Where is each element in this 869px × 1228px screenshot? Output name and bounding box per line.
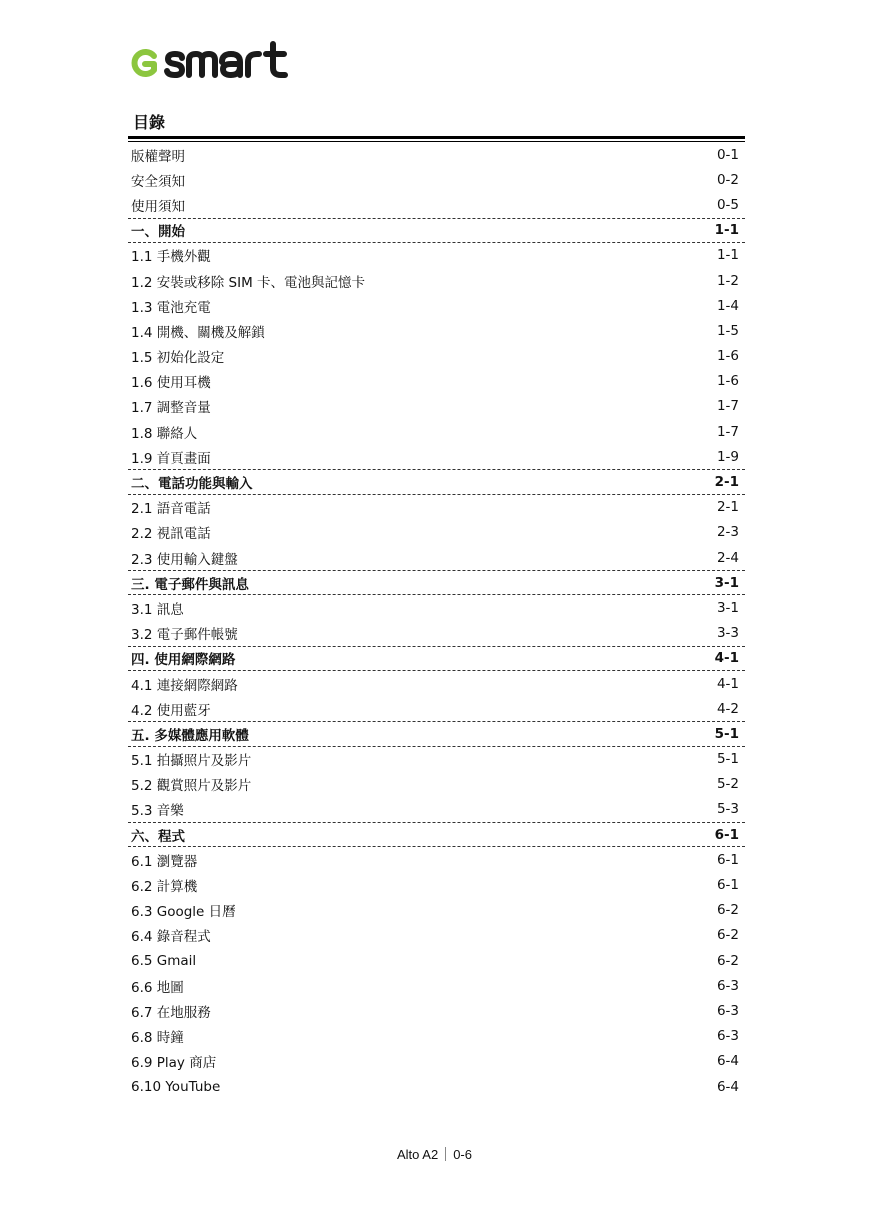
toc-entry-row[interactable] [128, 142, 745, 167]
toc-chapter-row[interactable] [128, 822, 745, 847]
toc-entry-title: 6.5 Gmail [131, 952, 197, 969]
toc-entry-row[interactable] [128, 520, 745, 545]
toc-chapter-row[interactable] [128, 646, 745, 671]
toc-entry-title: 6.7 在地服務 [131, 1004, 211, 1021]
toc-entry-title: 4.2 使用藍牙 [131, 702, 211, 719]
toc-entry-page: 1-9 [716, 448, 739, 465]
toc-entry-page: 1-1 [716, 247, 739, 264]
toc-entry-row[interactable] [128, 243, 745, 268]
toc-entry-row[interactable] [128, 696, 745, 721]
toc-entry-page: 6-4 [716, 1053, 739, 1070]
toc-entry-row[interactable] [128, 1074, 745, 1099]
toc-entry-row[interactable] [128, 369, 745, 394]
toc-entry-title: 5.2 觀賞照片及影片 [131, 778, 252, 795]
toc-entry-row[interactable] [128, 797, 745, 822]
footer-page-number: 0-6 [453, 1147, 472, 1162]
toc-entry-page: 0-1 [716, 146, 739, 163]
toc-entry-page: 6-2 [716, 902, 739, 919]
toc-entry-page: 0-2 [716, 171, 739, 188]
toc-entry-page: 5-1 [714, 725, 739, 742]
toc-entry-title: 使用須知 [131, 198, 185, 215]
toc-entry-page: 6-2 [716, 952, 739, 969]
toc-entry-title: 三. 電子郵件與訊息 [131, 576, 249, 593]
toc-entry-page: 2-1 [714, 474, 739, 491]
toc-entry-row[interactable] [128, 495, 745, 520]
footer-model: Alto A2 [397, 1147, 439, 1162]
toc-entry-page: 2-1 [716, 499, 739, 516]
toc-entry-row[interactable] [128, 772, 745, 797]
toc-entry-title: 1.3 電池充電 [131, 299, 211, 316]
toc-entry-title: 版權聲明 [131, 148, 185, 165]
toc-entry-page: 3-1 [714, 574, 739, 591]
toc-entry-title: 6.10 YouTube [131, 1078, 221, 1095]
toc-entry-row[interactable] [128, 973, 745, 998]
toc-entry-row[interactable] [128, 948, 745, 973]
toc-entry-page: 3-1 [716, 599, 739, 616]
toc-entry-page: 1-5 [716, 322, 739, 339]
toc-entry-row[interactable] [128, 318, 745, 343]
toc-entry-page: 5-3 [716, 801, 739, 818]
toc-entry-page: 1-7 [716, 423, 739, 440]
toc-entry-title: 1.5 初始化設定 [131, 350, 225, 367]
toc-entry-page: 6-3 [716, 1002, 739, 1019]
toc-entry-title: 2.3 使用輸入鍵盤 [131, 551, 238, 568]
gsmart-logo [128, 40, 298, 84]
toc-chapter-row[interactable] [128, 218, 745, 243]
toc-entry-page: 2-3 [716, 524, 739, 541]
toc-entry-page: 1-7 [716, 398, 739, 415]
toc-entry-title: 2.1 語音電話 [131, 501, 211, 518]
toc-entry-title: 6.4 錄音程式 [131, 929, 211, 946]
toc-entry-row[interactable] [128, 394, 745, 419]
toc-entry-title: 3.1 訊息 [131, 601, 184, 618]
toc-entry-row[interactable] [128, 621, 745, 646]
toc-entry-page: 1-6 [716, 348, 739, 365]
toc-title: 目錄 [133, 113, 166, 132]
footer-separator [445, 1147, 446, 1161]
toc-entry-row[interactable] [128, 293, 745, 318]
toc-entry-row[interactable] [128, 1049, 745, 1074]
toc-entry-title: 1.9 首頁畫面 [131, 450, 211, 467]
toc-entry-row[interactable] [128, 444, 745, 469]
toc-entry-row[interactable] [128, 872, 745, 897]
toc-entry-row[interactable] [128, 847, 745, 872]
toc-chapter-row[interactable] [128, 570, 745, 595]
toc-entry-row[interactable] [128, 344, 745, 369]
toc-chapter-row[interactable] [128, 469, 745, 494]
toc-entry-page: 5-2 [716, 776, 739, 793]
toc-entry-row[interactable] [128, 671, 745, 696]
toc-entry-page: 6-2 [716, 927, 739, 944]
toc-entry-row[interactable] [128, 545, 745, 570]
toc-entry-title: 5.3 音樂 [131, 803, 184, 820]
toc-chapter-row[interactable] [128, 721, 745, 746]
toc-entry-page: 5-1 [716, 751, 739, 768]
page-footer [0, 1147, 869, 1162]
toc-entry-page: 6-3 [716, 977, 739, 994]
toc-entry-page: 6-1 [714, 826, 739, 843]
toc-entry-row[interactable] [128, 419, 745, 444]
toc-entry-title: 六、程式 [131, 828, 185, 845]
toc-entry-row[interactable] [128, 595, 745, 620]
toc-entry-title: 安全須知 [131, 173, 185, 190]
toc-entry-page: 6-4 [716, 1078, 739, 1095]
toc-entry-page: 4-2 [716, 700, 739, 717]
toc-list [128, 142, 745, 1099]
toc-entry-title: 五. 多媒體應用軟體 [131, 727, 249, 744]
toc-entry-page: 0-5 [716, 196, 739, 213]
toc-entry-row[interactable] [128, 923, 745, 948]
toc-entry-page: 6-1 [716, 851, 739, 868]
toc-entry-title: 1.4 開機、關機及解鎖 [131, 324, 265, 341]
toc-entry-title: 1.1 手機外觀 [131, 249, 211, 266]
toc-entry-page: 4-1 [716, 675, 739, 692]
toc-entry-page: 6-1 [716, 877, 739, 894]
toc-entry-page: 1-1 [714, 222, 739, 239]
toc-entry-title: 1.6 使用耳機 [131, 375, 211, 392]
toc-entry-page: 4-1 [714, 650, 739, 667]
toc-entry-page: 1-4 [716, 297, 739, 314]
toc-entry-row[interactable] [128, 998, 745, 1023]
toc-entry-title: 二、電話功能與輸入 [131, 476, 253, 493]
toc-entry-page: 1-6 [716, 373, 739, 390]
toc-entry-title: 四. 使用網際網路 [131, 652, 236, 669]
title-rule-thick [128, 136, 745, 139]
toc-entry-page: 1-2 [716, 272, 739, 289]
toc-entry-page: 2-4 [716, 549, 739, 566]
toc-entry-row[interactable] [128, 1024, 745, 1049]
toc-entry-title: 6.1 瀏覽器 [131, 853, 198, 870]
toc-entry-row[interactable] [128, 167, 745, 192]
toc-entry-title: 6.8 時鐘 [131, 1030, 184, 1047]
toc-entry-title: 1.7 調整音量 [131, 400, 211, 417]
toc-entry-title: 6.9 Play 商店 [131, 1055, 217, 1072]
toc-entry-page: 3-3 [716, 625, 739, 642]
toc-entry-title: 一、開始 [131, 224, 185, 241]
toc-entry-title: 5.1 拍攝照片及影片 [131, 753, 252, 770]
toc-entry-title: 4.1 連接網際網路 [131, 677, 238, 694]
toc-entry-row[interactable] [128, 268, 745, 293]
toc-entry-title: 2.2 視訊電話 [131, 526, 211, 543]
toc-entry-title: 1.8 聯絡人 [131, 425, 198, 442]
toc-entry-title: 6.6 地圖 [131, 979, 184, 996]
toc-entry-title: 1.2 安裝或移除 SIM 卡、電池與記憶卡 [131, 274, 366, 291]
toc-entry-title: 6.3 Google 日曆 [131, 904, 236, 921]
toc-entry-row[interactable] [128, 898, 745, 923]
toc-entry-row[interactable] [128, 192, 745, 217]
toc-entry-title: 3.2 電子郵件帳號 [131, 627, 238, 644]
toc-entry-row[interactable] [128, 747, 745, 772]
toc-entry-title: 6.2 計算機 [131, 879, 198, 896]
toc-entry-page: 6-3 [716, 1028, 739, 1045]
